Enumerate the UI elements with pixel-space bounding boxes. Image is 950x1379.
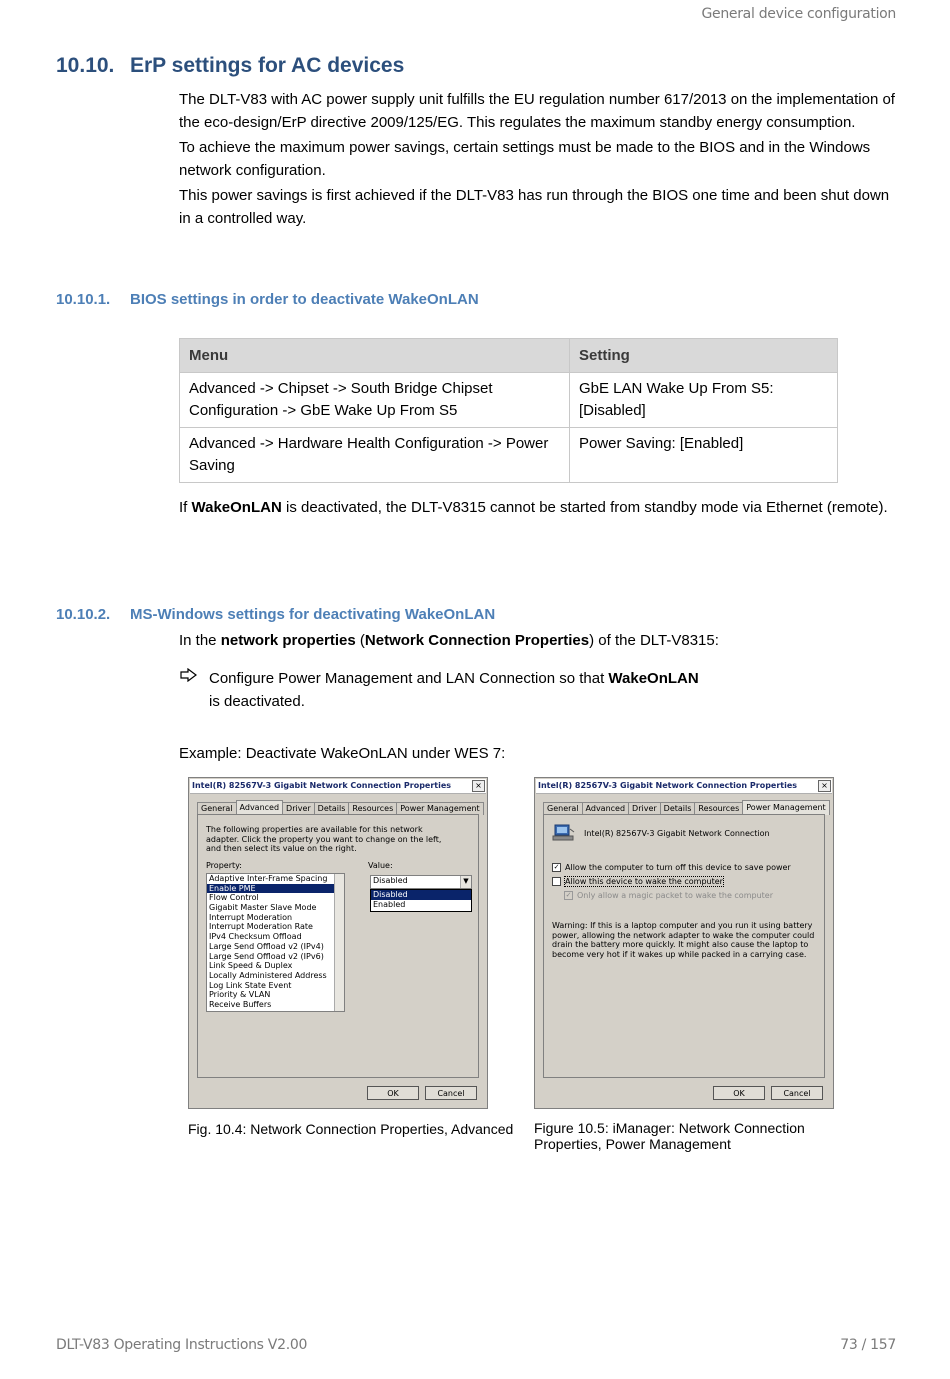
instruction-text <box>179 630 899 653</box>
value-option-selected[interactable]: Disabled <box>371 890 471 900</box>
note-bold: WakeOnLAN <box>191 499 282 516</box>
subsection-title: MS-Windows settings for deactivating WakeOnLAN <box>130 606 496 623</box>
cancel-button[interactable]: Cancel <box>771 1086 823 1100</box>
arrow-bullet-icon <box>180 668 198 682</box>
intro-paragraph: The DLT-V83 with AC power supply unit fulfills the EU regulation number 617/2013 on the implementation of the eco-design/ErP directive 2009/125/EG. This regulates the maximum standby energy consumption. <box>179 91 895 131</box>
option-label: Allow this device to wake the computer <box>565 877 723 886</box>
table-cell: Advanced -> Hardware Health Configuration -> Power Saving <box>180 428 570 483</box>
option-label: Only allow a magic packet to wake the computer <box>577 891 773 900</box>
table-cell: Power Saving: [Enabled] <box>570 428 838 483</box>
tab-resources[interactable]: Resources <box>348 802 397 815</box>
instruction-part: ) of the DLT-V8315: <box>589 632 719 649</box>
dialog-title: Intel(R) 82567V-3 Gigabit Network Connection Properties <box>536 779 832 794</box>
bios-settings-table <box>179 338 838 483</box>
property-label: Property: <box>206 861 242 870</box>
intro-paragraph: This power savings is first achieved if the DLT-V83 has run through the BIOS one time and been shut down in a controlled way. <box>179 187 890 227</box>
tab-driver[interactable]: Driver <box>628 802 661 815</box>
cancel-button[interactable]: Cancel <box>425 1086 477 1100</box>
tab-driver[interactable]: Driver <box>282 802 315 815</box>
bullet-text: is deactivated. <box>209 692 305 710</box>
battery-warning: Warning: If this is a laptop computer and you run it using battery power, allowing the network adapter to wake the computer could drain the battery more quickly. It might also cause the laptop to become very hot if it wakes up while packed in a carrying case. <box>552 921 815 959</box>
checkbox-checked-icon[interactable]: ✓ <box>553 863 560 871</box>
value-options-list[interactable] <box>370 889 472 912</box>
dialog-tabs <box>543 800 829 814</box>
table-header-menu: Menu <box>180 339 570 373</box>
wakeonlan-note <box>179 497 899 520</box>
list-item[interactable]: Flow Control <box>209 893 259 903</box>
tab-power-management[interactable]: Power Management <box>742 800 829 815</box>
table-cell: GbE LAN Wake Up From S5: [Disabled] <box>570 373 838 428</box>
note-text: If <box>179 499 192 516</box>
footer-document-title: DLT-V83 Operating Instructions V2.00 <box>56 1337 308 1353</box>
list-item[interactable]: Gigabit Master Slave Mode <box>209 903 317 913</box>
section-number: 10.10. <box>56 54 115 77</box>
list-item[interactable]: Link Speed & Duplex <box>209 961 293 971</box>
list-item[interactable]: Receive Buffers <box>209 999 272 1009</box>
device-name: Intel(R) 82567V-3 Gigabit Network Connection <box>584 829 770 838</box>
property-list[interactable] <box>206 873 345 1012</box>
list-item[interactable]: Large Send Offload v2 (IPv4) <box>209 941 324 951</box>
tab-power-management[interactable]: Power Management <box>396 802 483 815</box>
close-icon[interactable]: × <box>472 780 485 792</box>
table-row <box>180 373 838 428</box>
dialog-tabs <box>197 800 483 814</box>
list-item[interactable]: Priority & VLAN <box>209 990 271 1000</box>
figure-caption-advanced: Fig. 10.4: Network Connection Properties, Advanced <box>188 1121 514 1137</box>
tab-panel-advanced <box>197 814 479 1078</box>
checkbox-disabled-icon: ✓ <box>565 891 572 899</box>
bullet-item <box>209 668 769 713</box>
table-cell: Advanced -> Chipset -> South Bridge Chipset Configuration -> GbE Wake Up From S5 <box>180 373 570 428</box>
subsection-heading-windows <box>56 606 495 623</box>
network-adapter-icon <box>552 823 576 843</box>
instruction-part: In the <box>179 632 221 649</box>
dialog-title: Intel(R) 82567V-3 Gigabit Network Connection Properties <box>190 779 486 794</box>
ok-button[interactable]: OK <box>367 1086 419 1100</box>
list-item[interactable]: Interrupt Moderation Rate <box>209 922 313 932</box>
example-text: Example: Deactivate WakeOnLAN under WES 7: <box>179 745 506 762</box>
instruction-bold: network properties <box>220 632 356 649</box>
list-item[interactable]: Adaptive Inter-Frame Spacing <box>209 874 328 883</box>
list-item[interactable]: Locally Administered Address <box>209 970 327 980</box>
instruction-bold: Network Connection Properties <box>364 632 590 649</box>
list-item[interactable]: Interrupt Moderation <box>209 912 293 922</box>
tab-advanced[interactable]: Advanced <box>582 802 630 815</box>
tab-general[interactable]: General <box>197 802 237 815</box>
running-header: General device configuration <box>701 6 896 22</box>
checkbox-row-magic-packet <box>564 891 773 900</box>
subsection-number: 10.10.2. <box>56 606 111 623</box>
value-option[interactable]: Enabled <box>373 899 406 909</box>
subsection-heading-bios <box>56 291 479 308</box>
option-label: Allow the computer to turn off this device to save power <box>565 863 791 872</box>
tab-panel-power-management <box>543 814 825 1078</box>
tab-resources[interactable]: Resources <box>694 802 743 815</box>
power-management-dialog <box>534 777 834 1109</box>
advanced-properties-dialog <box>188 777 488 1109</box>
value-dropdown[interactable] <box>370 875 472 889</box>
tab-details[interactable]: Details <box>314 802 350 815</box>
subsection-title: BIOS settings in order to deactivate WakeOnLAN <box>130 291 479 308</box>
tab-details[interactable]: Details <box>660 802 696 815</box>
section-heading <box>56 54 404 78</box>
intro-paragraph: To achieve the maximum power savings, certain settings must be made to the BIOS and in the Windows network configuration. <box>179 139 871 179</box>
bullet-text: Configure Power Management and LAN Connection so that <box>209 670 609 687</box>
table-header-setting: Setting <box>570 339 838 373</box>
value-label: Value: <box>368 861 393 870</box>
intro-text <box>179 89 899 233</box>
checkbox-row-turn-off[interactable] <box>552 863 791 872</box>
list-item-selected[interactable]: Enable PME <box>207 884 344 894</box>
scrollbar[interactable] <box>334 874 344 1011</box>
adapter-description: The following properties are available for this network adapter. Click the property you want to change on the left, and then select its value on the right. <box>206 825 442 853</box>
ok-button[interactable]: OK <box>713 1086 765 1100</box>
bullet-bold: WakeOnLAN <box>608 670 699 687</box>
chevron-down-icon[interactable]: ▼ <box>460 876 471 888</box>
subsection-number: 10.10.1. <box>56 291 111 308</box>
checkbox-row-wake[interactable] <box>552 877 723 886</box>
close-icon[interactable]: × <box>818 780 831 792</box>
value-dropdown-current: Disabled <box>373 876 408 885</box>
tab-general[interactable]: General <box>543 802 583 815</box>
footer-page-number: 73 / 157 <box>840 1337 896 1353</box>
table-row <box>180 428 838 483</box>
tab-advanced[interactable]: Advanced <box>236 800 284 815</box>
note-text: is deactivated, the DLT-V8315 cannot be started from standby mode via Ethernet (remote). <box>281 499 888 516</box>
checkbox-unchecked-icon[interactable] <box>552 877 561 886</box>
figure-caption-power-management: Figure 10.5: iManager: Network Connection Properties, Power Management <box>534 1120 805 1152</box>
list-item[interactable]: Large Send Offload v2 (IPv6) <box>209 951 324 961</box>
table-header-row <box>180 339 838 373</box>
list-item[interactable]: Log Link State Event <box>209 980 292 990</box>
instruction-part: ( <box>355 632 365 649</box>
list-item[interactable]: IPv4 Checksum Offload <box>209 932 302 942</box>
section-title: ErP settings for AC devices <box>130 54 405 77</box>
